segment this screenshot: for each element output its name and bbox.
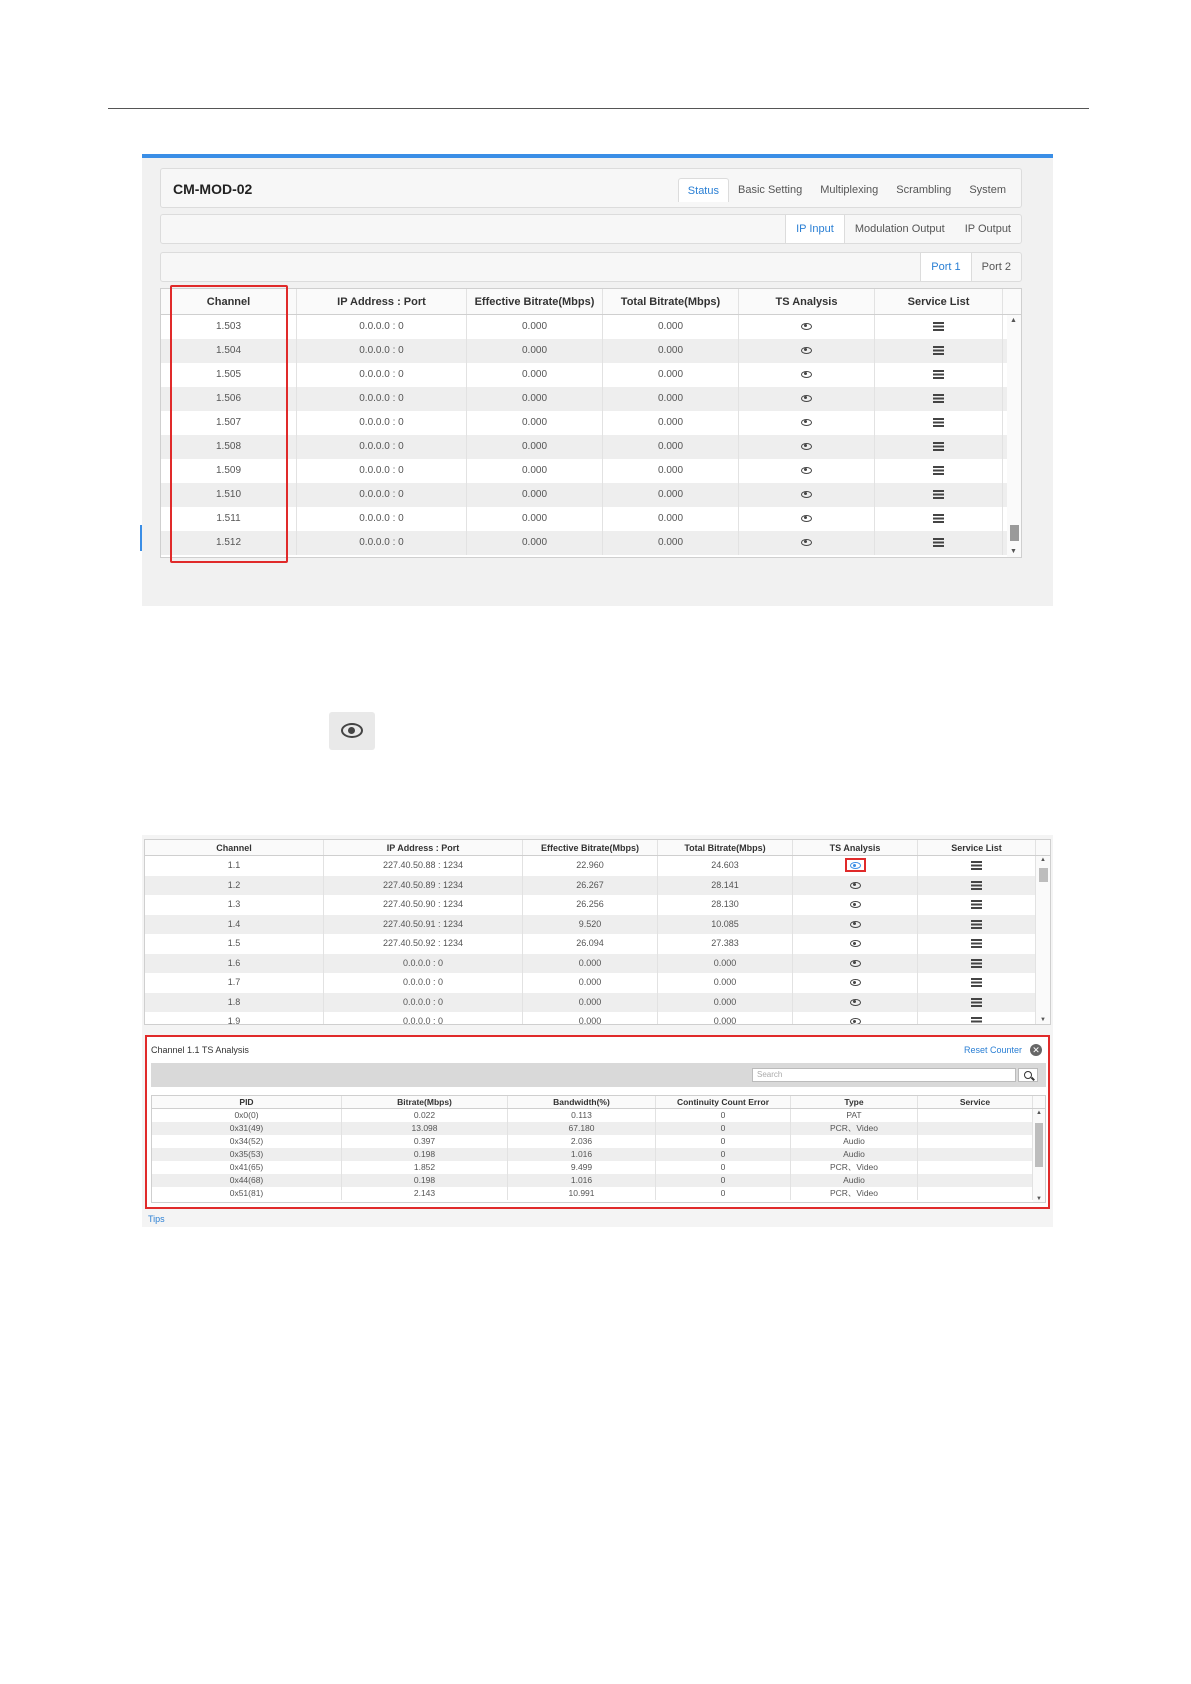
service-cell — [918, 1122, 1033, 1135]
ts-analysis-button[interactable] — [793, 973, 918, 993]
list-icon — [933, 466, 944, 475]
pid-cell: 0x0(0) — [152, 1109, 342, 1122]
channel-cell: 1.512 — [161, 531, 297, 555]
type-cell: Audio — [791, 1148, 918, 1161]
table-row — [161, 483, 1021, 507]
channel-cell: 1.510 — [161, 483, 297, 507]
ts-analysis-button[interactable] — [739, 459, 875, 483]
eye-icon — [850, 979, 861, 986]
service-cell — [918, 1174, 1033, 1187]
effective-bitrate-cell: 26.267 — [523, 876, 658, 896]
type-cell: Audio — [791, 1174, 918, 1187]
list-icon — [933, 322, 944, 331]
channel-cell: 1.508 — [161, 435, 297, 459]
ip-address-cell: 0.0.0.0 : 0 — [324, 954, 523, 974]
total-bitrate-cell: 0.000 — [658, 993, 793, 1013]
total-bitrate-cell: 0.000 — [658, 954, 793, 974]
service-list-button[interactable] — [875, 435, 1003, 459]
scroll-down-arrow[interactable]: ▼ — [1010, 548, 1017, 555]
list-icon — [971, 920, 982, 929]
table-row — [152, 1161, 1045, 1174]
table-row — [161, 531, 1021, 555]
pid-cell: 0x51(81) — [152, 1187, 342, 1200]
list-icon — [933, 490, 944, 499]
channel-table-2-body — [145, 856, 1050, 1025]
table-row — [161, 411, 1021, 435]
type-cell: PAT — [791, 1109, 918, 1122]
effective-bitrate-cell: 0.000 — [523, 954, 658, 974]
list-icon — [971, 881, 982, 890]
ts-analysis-button[interactable] — [739, 507, 875, 531]
ts-analysis-button[interactable] — [793, 876, 918, 896]
service-list-button[interactable] — [875, 483, 1003, 507]
list-icon — [933, 370, 944, 379]
list-icon — [971, 978, 982, 987]
pid-cell: 0x34(52) — [152, 1135, 342, 1148]
tab-multiplexing[interactable]: Multiplexing — [820, 184, 879, 196]
channel-cell: 1.1 — [145, 856, 324, 876]
scroll-thumb[interactable] — [1039, 868, 1048, 882]
ip-address-cell: 0.0.0.0 : 0 — [297, 507, 467, 531]
total-bitrate-cell: 0.000 — [603, 435, 739, 459]
list-icon — [971, 998, 982, 1007]
channel-cell: 1.6 — [145, 954, 324, 974]
search-input[interactable]: Search — [752, 1068, 1016, 1082]
table-row — [145, 895, 1050, 915]
list-icon — [933, 394, 944, 403]
scrollbar[interactable] — [1007, 315, 1021, 557]
port-1-tab[interactable]: Port 1 — [920, 253, 971, 281]
list-icon — [933, 346, 944, 355]
ip-address-cell: 0.0.0.0 : 0 — [297, 363, 467, 387]
eye-icon — [850, 921, 861, 928]
scroll-down-arrow[interactable]: ▼ — [1040, 1017, 1046, 1023]
channel-table — [160, 288, 1022, 558]
service-list-button[interactable] — [918, 954, 1036, 974]
effective-bitrate-cell: 0.000 — [467, 315, 603, 339]
eye-icon — [801, 347, 812, 354]
ip-address-cell: 227.40.50.90 : 1234 — [324, 895, 523, 915]
channel-cell: 1.504 — [161, 339, 297, 363]
ts-analysis-button[interactable] — [793, 856, 918, 876]
cc-error-cell: 0 — [656, 1109, 791, 1122]
service-list-button[interactable] — [918, 973, 1036, 993]
col-pid: PID — [152, 1096, 342, 1108]
effective-bitrate-cell: 0.000 — [467, 507, 603, 531]
ts-analysis-button[interactable] — [793, 993, 918, 1013]
total-bitrate-cell: 0.000 — [603, 531, 739, 555]
table-row — [161, 435, 1021, 459]
eye-icon — [850, 999, 861, 1006]
service-list-button[interactable] — [918, 915, 1036, 935]
total-bitrate-cell: 0.000 — [603, 363, 739, 387]
ip-address-cell: 0.0.0.0 : 0 — [297, 315, 467, 339]
ts-analysis-button[interactable] — [793, 934, 918, 954]
pid-cell: 0x31(49) — [152, 1122, 342, 1135]
pid-cell: 0x35(53) — [152, 1148, 342, 1161]
ip-address-cell: 0.0.0.0 : 0 — [297, 483, 467, 507]
service-list-button[interactable] — [918, 934, 1036, 954]
channel-column-highlight — [170, 285, 288, 563]
cc-error-cell: 0 — [656, 1135, 791, 1148]
service-list-button[interactable] — [918, 856, 1036, 876]
ip-address-cell: 227.40.50.89 : 1234 — [324, 876, 523, 896]
table-row — [145, 973, 1050, 993]
effective-bitrate-cell: 0.000 — [467, 459, 603, 483]
port-bar — [160, 252, 1022, 282]
ip-address-cell: 0.0.0.0 : 0 — [324, 993, 523, 1013]
service-list-button[interactable] — [875, 387, 1003, 411]
channel-table-2-header — [145, 840, 1050, 856]
list-icon — [933, 418, 944, 427]
ip-address-cell: 227.40.50.88 : 1234 — [324, 856, 523, 876]
cc-error-cell: 0 — [656, 1187, 791, 1200]
ts-analysis-button[interactable] — [739, 387, 875, 411]
total-bitrate-cell: 0.000 — [603, 339, 739, 363]
channel-cell: 1.507 — [161, 411, 297, 435]
tips-link[interactable]: Tips — [148, 1214, 165, 1224]
scrollbar[interactable] — [1036, 856, 1050, 1024]
col-effective-bitrate: Effective Bitrate(Mbps) — [467, 289, 603, 314]
page-rule — [108, 108, 1089, 109]
channel-cell: 1.5 — [145, 934, 324, 954]
total-bitrate-cell: 0.000 — [603, 315, 739, 339]
subtab-modulation-output[interactable]: Modulation Output — [854, 223, 945, 235]
col-service-list: Service List — [875, 289, 1003, 314]
service-list-button[interactable] — [918, 895, 1036, 915]
table-row — [152, 1187, 1045, 1200]
eye-icon — [801, 515, 812, 522]
scroll-up-arrow[interactable]: ▲ — [1036, 1110, 1042, 1116]
scroll-up-arrow[interactable]: ▲ — [1040, 857, 1046, 863]
channel-cell: 1.505 — [161, 363, 297, 387]
scroll-thumb[interactable] — [1035, 1123, 1043, 1167]
bitrate-cell: 13.098 — [342, 1122, 508, 1135]
total-bitrate-cell: 10.085 — [658, 915, 793, 935]
type-cell: Audio — [791, 1135, 918, 1148]
channel-table-header — [161, 289, 1021, 315]
tab-status[interactable]: Status — [678, 178, 729, 202]
effective-bitrate-cell: 0.000 — [467, 483, 603, 507]
ts-analysis-icon-sample — [329, 712, 375, 750]
effective-bitrate-cell: 0.000 — [523, 1012, 658, 1025]
col-total-bitrate: Total Bitrate(Mbps) — [603, 289, 739, 314]
total-bitrate-cell: 0.000 — [658, 1012, 793, 1025]
subtab-bar — [160, 214, 1022, 244]
total-bitrate-cell: 28.130 — [658, 895, 793, 915]
col-ip-address: IP Address : Port — [297, 289, 467, 314]
table-row — [161, 507, 1021, 531]
col-bitrate: Bitrate(Mbps) — [342, 1096, 508, 1108]
bandwidth-cell: 1.016 — [508, 1174, 656, 1187]
pid-table — [151, 1095, 1046, 1203]
list-icon — [971, 861, 982, 870]
ts-analysis-button[interactable] — [739, 315, 875, 339]
ts-analysis-panel — [145, 1035, 1050, 1209]
service-list-button[interactable] — [875, 459, 1003, 483]
service-cell — [918, 1148, 1033, 1161]
bitrate-cell: 0.022 — [342, 1109, 508, 1122]
bandwidth-cell: 1.016 — [508, 1148, 656, 1161]
table-row — [161, 387, 1021, 411]
pid-table-header — [152, 1096, 1045, 1109]
col-service-list: Service List — [918, 840, 1036, 855]
table-row — [161, 363, 1021, 387]
search-icon[interactable] — [1018, 1068, 1038, 1082]
col-bandwidth: Bandwidth(%) — [508, 1096, 656, 1108]
list-icon — [971, 959, 982, 968]
ts-analysis-screenshot — [142, 835, 1053, 1227]
table-row — [152, 1109, 1045, 1122]
table-row — [145, 993, 1050, 1013]
ip-address-cell: 0.0.0.0 : 0 — [297, 339, 467, 363]
scroll-up-arrow[interactable]: ▲ — [1010, 317, 1017, 324]
list-icon — [933, 538, 944, 547]
scroll-down-arrow[interactable]: ▼ — [1036, 1196, 1042, 1202]
reset-counter-link[interactable]: Reset Counter — [963, 1045, 1022, 1055]
channel-cell: 1.9 — [145, 1012, 324, 1025]
table-row — [145, 876, 1050, 896]
table-row — [145, 856, 1050, 876]
ip-address-cell: 227.40.50.91 : 1234 — [324, 915, 523, 935]
col-ts-analysis: TS Analysis — [793, 840, 918, 855]
service-cell — [918, 1187, 1033, 1200]
effective-bitrate-cell: 0.000 — [467, 339, 603, 363]
table-row — [152, 1174, 1045, 1187]
ts-analysis-button[interactable] — [793, 954, 918, 974]
effective-bitrate-cell: 0.000 — [523, 993, 658, 1013]
effective-bitrate-cell: 0.000 — [467, 435, 603, 459]
eye-icon — [801, 371, 812, 378]
panel-header — [160, 168, 1022, 208]
ip-address-cell: 0.0.0.0 : 0 — [297, 411, 467, 435]
type-cell: PCR、Video — [791, 1161, 918, 1174]
total-bitrate-cell: 0.000 — [603, 387, 739, 411]
channel-table-body — [161, 315, 1021, 555]
effective-bitrate-cell: 0.000 — [467, 363, 603, 387]
channel-cell: 1.7 — [145, 973, 324, 993]
col-effective-bitrate: Effective Bitrate(Mbps) — [523, 840, 658, 855]
bitrate-cell: 0.198 — [342, 1148, 508, 1161]
bitrate-cell: 2.143 — [342, 1187, 508, 1200]
channel-cell: 1.503 — [161, 315, 297, 339]
ts-analysis-button[interactable] — [793, 915, 918, 935]
ip-address-cell: 0.0.0.0 : 0 — [297, 387, 467, 411]
col-total-bitrate: Total Bitrate(Mbps) — [658, 840, 793, 855]
table-row — [152, 1148, 1045, 1161]
bandwidth-cell: 9.499 — [508, 1161, 656, 1174]
channel-cell: 1.3 — [145, 895, 324, 915]
list-icon — [933, 514, 944, 523]
eye-icon — [801, 491, 812, 498]
subtab-ip-output[interactable]: IP Output — [964, 223, 1011, 235]
table-row — [152, 1135, 1045, 1148]
cc-error-cell: 0 — [656, 1161, 791, 1174]
eye-icon — [850, 901, 861, 908]
service-list-button[interactable] — [875, 339, 1003, 363]
bitrate-cell: 0.397 — [342, 1135, 508, 1148]
effective-bitrate-cell: 0.000 — [467, 411, 603, 435]
channel-cell: 1.509 — [161, 459, 297, 483]
bandwidth-cell: 0.113 — [508, 1109, 656, 1122]
service-list-button[interactable] — [875, 411, 1003, 435]
bitrate-cell: 1.852 — [342, 1161, 508, 1174]
total-bitrate-cell: 24.603 — [658, 856, 793, 876]
effective-bitrate-cell: 0.000 — [523, 973, 658, 993]
ts-analysis-button[interactable] — [739, 411, 875, 435]
ts-analysis-button[interactable] — [739, 483, 875, 507]
type-cell: PCR、Video — [791, 1187, 918, 1200]
eye-icon — [801, 467, 812, 474]
ip-address-cell: 0.0.0.0 : 0 — [297, 531, 467, 555]
eye-icon — [850, 1018, 861, 1025]
table-row — [145, 915, 1050, 935]
service-list-button[interactable] — [918, 1012, 1036, 1025]
eye-icon — [801, 323, 812, 330]
table-row — [161, 315, 1021, 339]
service-cell — [918, 1135, 1033, 1148]
port-2-tab[interactable]: Port 2 — [981, 261, 1011, 273]
ts-analysis-button[interactable] — [739, 363, 875, 387]
service-list-button[interactable] — [918, 876, 1036, 896]
service-cell — [918, 1109, 1033, 1122]
service-list-button[interactable] — [875, 363, 1003, 387]
ts-analysis-button[interactable] — [793, 895, 918, 915]
bitrate-cell: 0.198 — [342, 1174, 508, 1187]
col-channel: Channel — [161, 289, 297, 314]
subtab-ip-input[interactable]: IP Input — [785, 215, 845, 243]
channel-cell: 1.2 — [145, 876, 324, 896]
ts-analysis-title: Channel 1.1 TS Analysis — [151, 1045, 249, 1055]
channel-cell: 1.4 — [145, 915, 324, 935]
service-list-button[interactable] — [918, 993, 1036, 1013]
scrollbar[interactable] — [1033, 1109, 1045, 1203]
service-list-button[interactable] — [875, 531, 1003, 555]
col-ip-address: IP Address : Port — [324, 840, 523, 855]
col-channel: Channel — [145, 840, 324, 855]
bandwidth-cell: 2.036 — [508, 1135, 656, 1148]
ts-analysis-button[interactable] — [739, 339, 875, 363]
channel-cell: 1.506 — [161, 387, 297, 411]
col-service: Service — [918, 1096, 1033, 1108]
table-row — [145, 1012, 1050, 1025]
ip-address-cell: 0.0.0.0 : 0 — [297, 459, 467, 483]
close-icon[interactable]: ✕ — [1030, 1044, 1042, 1056]
ts-analysis-highlight — [845, 858, 866, 872]
pid-table-body — [152, 1109, 1045, 1200]
list-icon — [971, 939, 982, 948]
app-title: CM-MOD-02 — [173, 181, 253, 197]
eye-icon — [850, 940, 861, 947]
scroll-thumb[interactable] — [1010, 525, 1019, 541]
channel-table-2 — [144, 839, 1051, 1025]
effective-bitrate-cell: 0.000 — [467, 387, 603, 411]
tab-scrambling[interactable]: Scrambling — [896, 184, 952, 196]
eye-icon — [801, 539, 812, 546]
service-cell — [918, 1161, 1033, 1174]
table-row — [161, 339, 1021, 363]
eye-icon — [850, 960, 861, 967]
tab-basic-setting[interactable]: Basic Setting — [737, 184, 803, 196]
cc-error-cell: 0 — [656, 1174, 791, 1187]
effective-bitrate-cell: 0.000 — [467, 531, 603, 555]
effective-bitrate-cell: 9.520 — [523, 915, 658, 935]
eye-icon — [801, 395, 812, 402]
ip-address-cell: 0.0.0.0 : 0 — [324, 973, 523, 993]
table-row — [145, 954, 1050, 974]
col-type: Type — [791, 1096, 918, 1108]
total-bitrate-cell: 0.000 — [658, 973, 793, 993]
channel-cell: 1.8 — [145, 993, 324, 1013]
bandwidth-cell: 10.991 — [508, 1187, 656, 1200]
search-bar — [151, 1063, 1046, 1087]
ts-analysis-button[interactable] — [793, 1012, 918, 1025]
ts-analysis-button[interactable] — [739, 435, 875, 459]
table-row — [145, 934, 1050, 954]
total-bitrate-cell: 27.383 — [658, 934, 793, 954]
bandwidth-cell: 67.180 — [508, 1122, 656, 1135]
type-cell: PCR、Video — [791, 1122, 918, 1135]
ip-address-cell: 0.0.0.0 : 0 — [297, 435, 467, 459]
effective-bitrate-cell: 26.094 — [523, 934, 658, 954]
total-bitrate-cell: 28.141 — [658, 876, 793, 896]
ip-address-cell: 227.40.50.92 : 1234 — [324, 934, 523, 954]
effective-bitrate-cell: 22.960 — [523, 856, 658, 876]
eye-icon — [850, 882, 861, 889]
eye-icon — [850, 862, 861, 869]
col-cc-error: Continuity Count Error — [656, 1096, 791, 1108]
table-row — [152, 1122, 1045, 1135]
list-icon — [971, 900, 982, 909]
cc-error-cell: 0 — [656, 1122, 791, 1135]
service-list-button[interactable] — [875, 507, 1003, 531]
eye-icon — [801, 443, 812, 450]
effective-bitrate-cell: 26.256 — [523, 895, 658, 915]
pid-cell: 0x44(68) — [152, 1174, 342, 1187]
eye-icon — [801, 419, 812, 426]
col-ts-analysis: TS Analysis — [739, 289, 875, 314]
channel-cell: 1.511 — [161, 507, 297, 531]
total-bitrate-cell: 0.000 — [603, 459, 739, 483]
main-tabs — [678, 178, 1015, 202]
list-icon — [971, 1017, 982, 1025]
service-list-button[interactable] — [875, 315, 1003, 339]
pid-cell: 0x41(65) — [152, 1161, 342, 1174]
total-bitrate-cell: 0.000 — [603, 411, 739, 435]
tab-system[interactable]: System — [969, 184, 1006, 196]
table-row — [161, 459, 1021, 483]
status-screenshot — [142, 154, 1053, 606]
ip-address-cell: 0.0.0.0 : 0 — [324, 1012, 523, 1025]
cc-error-cell: 0 — [656, 1148, 791, 1161]
list-icon — [933, 442, 944, 451]
total-bitrate-cell: 0.000 — [603, 483, 739, 507]
ts-analysis-button[interactable] — [739, 531, 875, 555]
total-bitrate-cell: 0.000 — [603, 507, 739, 531]
eye-icon — [341, 723, 363, 738]
